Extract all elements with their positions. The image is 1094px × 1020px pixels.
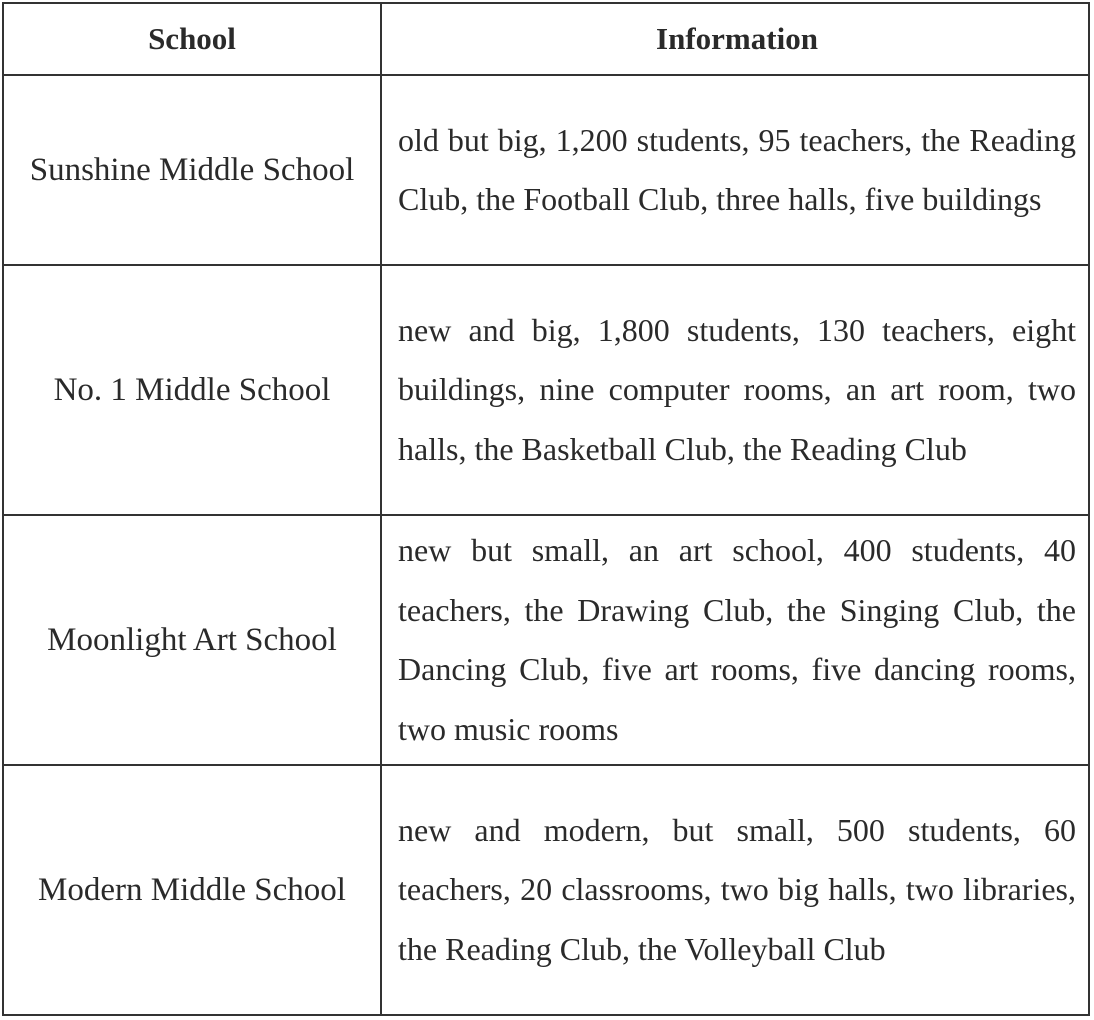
school-name-cell: Sunshine Middle School	[4, 76, 382, 266]
info-text: new but small, an art school, 400 students, 40 teachers, the Drawing Club, the Singing Club, the Dancing Club, five art rooms, five dancing rooms, two music rooms	[398, 532, 1076, 747]
info-text: old but big, 1,200 students, 95 teachers, the Reading Club, the Football Club, three halls, five buildings	[398, 121, 1076, 217]
school-info-table	[2, 2, 1090, 1016]
info-text: new and modern, but small, 500 students, 60 teachers, 20 classrooms, two big halls, two libraries, the Reading Club, the Volleyball Club	[398, 811, 1076, 967]
header-school: School	[4, 4, 382, 76]
school-info-cell	[382, 266, 1088, 516]
info-text: new and big, 1,800 students, 130 teachers, eight buildings, nine computer rooms, an art room, two halls, the Basketball Club, the Reading Club	[398, 311, 1076, 467]
school-info-cell	[382, 76, 1088, 266]
school-info-cell	[382, 766, 1088, 1014]
header-information: Information	[382, 4, 1088, 76]
school-name-cell: Modern Middle School	[4, 766, 382, 1014]
school-info-cell	[382, 516, 1088, 766]
school-name-cell: Moonlight Art School	[4, 516, 382, 766]
school-name-cell: No. 1 Middle School	[4, 266, 382, 516]
